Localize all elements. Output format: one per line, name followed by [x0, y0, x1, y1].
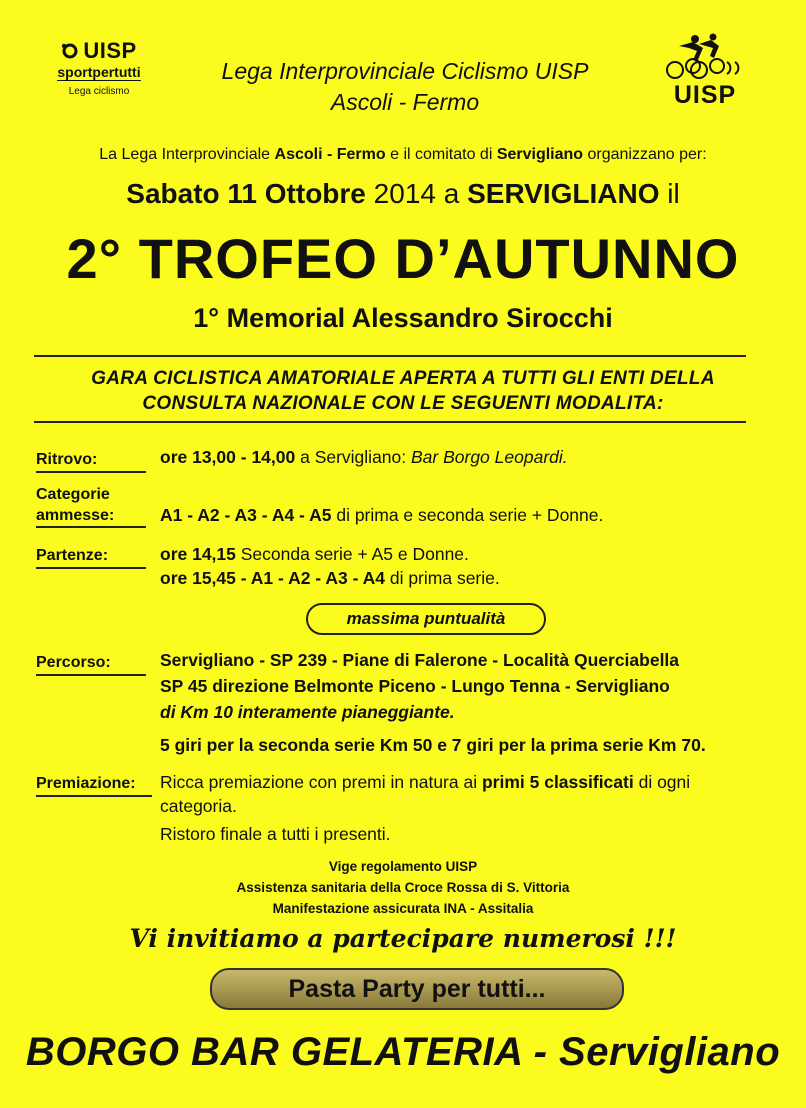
premiazione-value — [160, 770, 690, 818]
ritrovo-time: ore 13,00 - 14,00 — [160, 447, 296, 467]
uisp-mark-icon — [61, 43, 79, 59]
premiazione-line2: categoria. — [160, 796, 237, 816]
ritrovo-place: a Servigliano: — [295, 447, 411, 467]
partenze-time-2: ore 15,45 - A1 - A2 - A3 - A4 — [160, 568, 385, 588]
percorso-underline — [36, 674, 146, 676]
uisp-sub: Lega ciclismo — [68, 86, 130, 97]
intro-line — [0, 146, 806, 164]
categorie-underline — [36, 526, 146, 528]
partenze-underline — [36, 567, 146, 569]
league-title-line2: Ascoli - Fermo — [330, 89, 480, 115]
intro-bold-2: Servigliano — [496, 146, 584, 163]
premiazione-text-2: di ogni — [633, 772, 691, 792]
ritrovo-underline — [36, 471, 146, 473]
divider-top — [34, 355, 746, 357]
note-regolamento: Vige regolamento UISP — [328, 859, 478, 874]
ritrovo-bar: Bar Borgo Leopardi. — [411, 447, 568, 467]
categorie-value — [160, 503, 603, 527]
partenze-time-1: ore 14,15 — [160, 544, 236, 564]
intro-bold-1: Ascoli - Fermo — [274, 146, 386, 163]
uisp-brand-right: UISP — [673, 81, 737, 109]
uisp-tagline: sportpertutti — [57, 64, 141, 80]
event-memorial: 1° Memorial Alessandro Sirocchi — [193, 303, 613, 333]
categorie-classes: A1 - A2 - A3 - A4 - A5 — [160, 505, 332, 525]
pasta-party-banner: Pasta Party per tutti... — [210, 968, 624, 1010]
cyclists-icon — [665, 32, 745, 82]
intro-text-1: La Lega Interprovinciale — [99, 146, 275, 163]
date-text-1: 2014 a — [365, 178, 468, 209]
premiazione-label: Premiazione: — [36, 775, 136, 792]
race-description-line2: CONSULTA NAZIONALE CON LE SEGUENTI MODALITA: — [142, 393, 664, 414]
percorso-line1: Servigliano - SP 239 - Piane di Falerone - Località Querciabella — [160, 650, 680, 670]
percorso-laps: 5 giri per la seconda serie Km 50 e 7 giri per la prima serie Km 70. — [160, 735, 706, 755]
ritrovo-label: Ritrovo: — [36, 451, 98, 468]
partenze-label: Partenze: — [36, 547, 109, 564]
divider-bottom — [34, 421, 746, 423]
premiazione-text-1: Ricca premiazione con premi in natura ai — [160, 772, 482, 792]
premiazione-underline — [36, 795, 152, 797]
ritrovo-value — [160, 445, 568, 469]
categorie-label-1: Categorie — [36, 486, 110, 503]
percorso-line2: SP 45 direzione Belmonte Piceno - Lungo Tenna - Servigliano — [160, 676, 670, 696]
date-bold-1: Sabato 11 Ottobre — [126, 178, 366, 209]
note-assicurazione: Manifestazione assicurata INA - Assitalia — [272, 901, 534, 916]
date-text-2: il — [659, 178, 680, 209]
note-assistenza: Assistenza sanitaria della Croce Rossa di S. Vittoria — [236, 880, 570, 895]
punctuality-badge: massima puntualità — [306, 603, 546, 635]
partenze-desc-1: Seconda serie + A5 e Donne. — [235, 544, 469, 564]
intro-text-2: e il comitato di — [385, 146, 497, 163]
categorie-label — [36, 484, 114, 526]
event-date — [0, 178, 806, 210]
partenze-desc-2: di prima serie. — [384, 568, 500, 588]
race-description-line1: GARA CICLISTICA AMATORIALE APERTA A TUTTI GLI ENTI DELLA — [91, 368, 715, 389]
percorso-label: Percorso: — [36, 654, 111, 671]
partenze-value — [160, 542, 500, 590]
event-title: 2° TROFEO D’AUTUNNO — [66, 227, 740, 290]
league-title — [150, 56, 660, 118]
categorie-label-2: ammesse: — [36, 507, 115, 524]
date-bold-2: SERVIGLIANO — [467, 178, 660, 209]
premiazione-top5: primi 5 classificati — [481, 772, 634, 792]
race-description — [30, 366, 776, 416]
league-title-line1: Lega Interprovinciale Ciclismo UISP — [221, 58, 589, 84]
invitation-line: Vi invitiamo a partecipare numerosi !!! — [129, 924, 677, 953]
categorie-series: di prima e seconda serie + Donne. — [331, 505, 604, 525]
intro-text-3: organizzano per: — [583, 146, 707, 163]
percorso-line3: di Km 10 interamente pianeggiante. — [160, 702, 455, 722]
ristoro-line: Ristoro finale a tutti i presenti. — [160, 824, 391, 844]
uisp-logo-left — [44, 38, 154, 97]
uisp-brand-left: UISP — [83, 38, 137, 63]
uisp-logo-right — [660, 32, 750, 108]
venue-footer: BORGO BAR GELATERIA - Servigliano — [25, 1030, 781, 1074]
